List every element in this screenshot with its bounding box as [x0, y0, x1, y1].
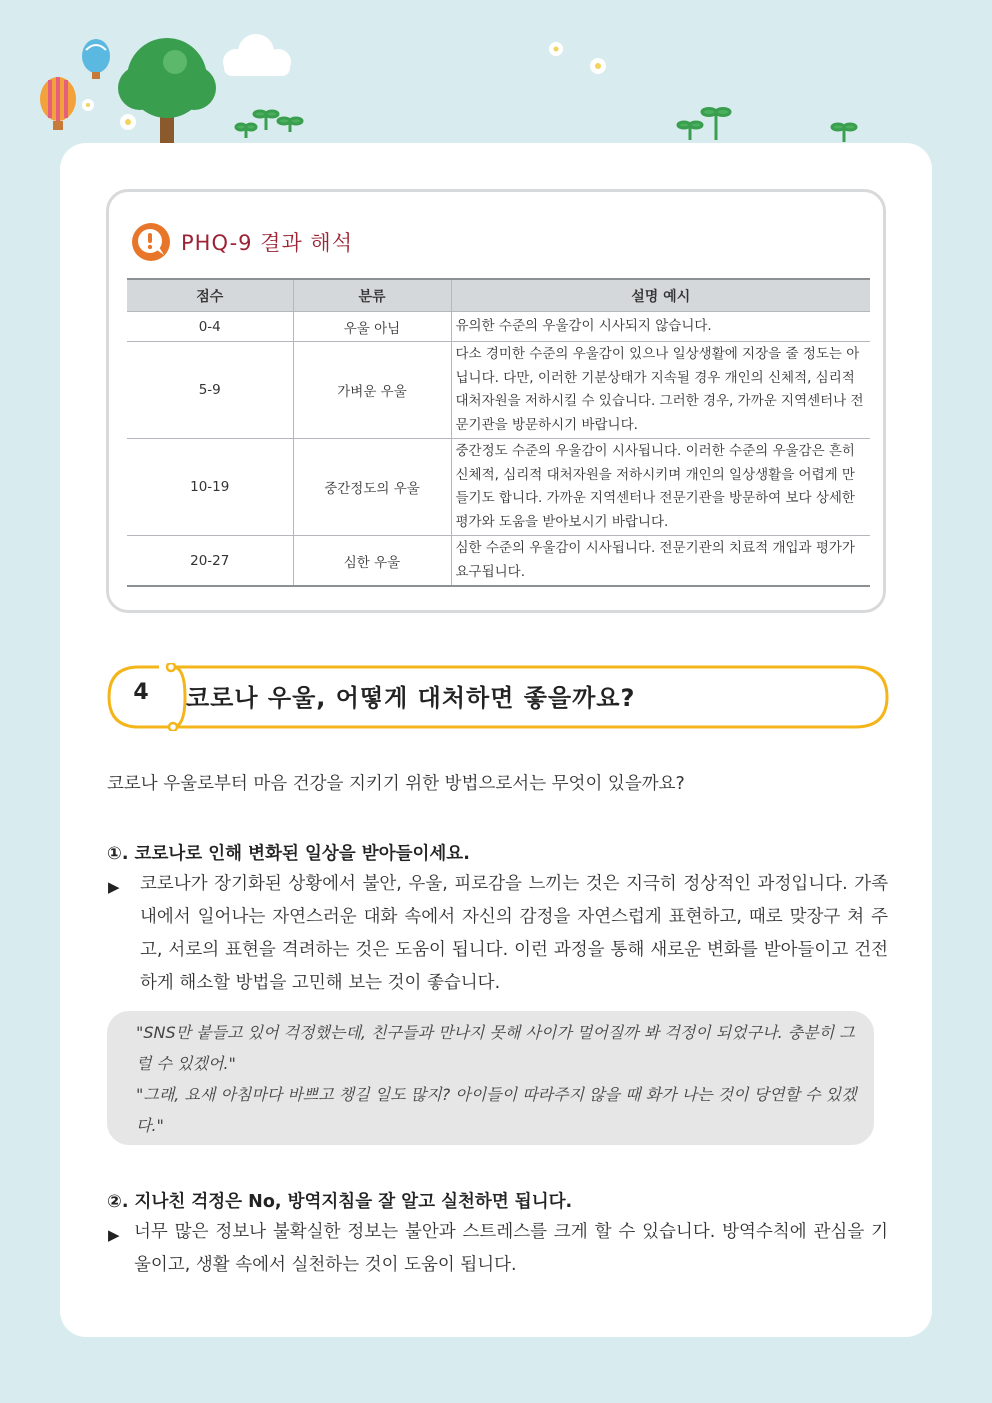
tip1-body: 코로나가 장기화된 상황에서 불안, 우울, 피로감을 느끼는 것은 지극히 정상적인 과정입니다. 가족 내에서 일어나는 자연스러운 대화 속에서 자신의 감정을 자연스럽게 표현하고, 때로 맞장구 쳐 주고, 서로의 표현을 격려하는 것은 도움이 됩니다. 이런 과정을 통해 새로운 변화를 받아들이고 건전하게 해소할 방법을 고민해 보는 것이 좋습니다. [140, 874, 888, 993]
column-header-category: 분류 [293, 279, 451, 312]
phq-table [127, 278, 870, 587]
tip2-heading: ②. 지나친 걱정은 No, 방역지침을 잘 알고 실천하면 됩니다. [107, 1192, 573, 1212]
score-cell: 10-19 [127, 439, 293, 536]
quote-line-1: "SNS만 붙들고 있어 걱정했는데, 친구들과 만나지 못해 사이가 멀어질까 봐 걱정이 되었구나. 충분히 그럴 수 있겠어." [136, 1023, 855, 1073]
category-cell: 우울 아님 [293, 312, 451, 342]
category-cell: 중간정도의 우울 [293, 439, 451, 536]
table-row [127, 439, 870, 536]
score-cell: 5-9 [127, 342, 293, 439]
category-cell: 심한 우울 [293, 536, 451, 587]
quote-text [136, 1017, 866, 1141]
table-header-row [127, 279, 870, 312]
phq-title-row [131, 222, 353, 262]
hot-air-balloon-icon [40, 77, 76, 130]
exclamation-icon [131, 222, 171, 262]
phq-title: PHQ-9 결과 해석 [181, 231, 354, 255]
tree-icon [118, 38, 216, 145]
section-number: 4 [133, 680, 149, 705]
header-illustration [0, 0, 992, 160]
category-cell: 가벼운 우울 [293, 342, 451, 439]
section-title: 코로나 우울, 어떻게 대처하면 좋을까요? [186, 684, 636, 712]
description-cell: 중간정도 수준의 우울감이 시사됩니다. 이러한 수준의 우울감은 흔히 신체적, 심리적 대처자원을 저하시키며 개인의 일상생활을 어렵게 만들기도 합니다. 가까운 지역센터나 전문기관을 방문하여 보다 상세한 평가와 도움을 받아보시기 바랍니다. [451, 439, 870, 536]
quote-line-2: "그래, 요새 아침마다 바쁘고 챙길 일도 많지? 아이들이 따라주지 않을 때 화가 나는 것이 당연할 수 있겠다." [136, 1085, 857, 1135]
tip2-body: 너무 많은 정보나 불확실한 정보는 불안과 스트레스를 크게 할 수 있습니다. 방역수칙에 관심을 기울이고, 생활 속에서 실천하는 것이 도움이 됩니다. [134, 1222, 888, 1275]
intro-text: 코로나 우울로부터 마음 건강을 지키기 위한 방법으로서는 무엇이 있을까요? [107, 774, 685, 794]
hot-air-balloon-icon [82, 39, 110, 79]
bullet-triangle-icon: ▶ [108, 878, 120, 896]
description-cell: 유의한 수준의 우울감이 시사되지 않습니다. [451, 312, 870, 342]
score-cell: 0-4 [127, 312, 293, 342]
column-header-description: 설명 예시 [451, 279, 870, 312]
description-cell: 다소 경미한 수준의 우울감이 있으나 일상생활에 지장을 줄 정도는 아닙니다. 다만, 이러한 기분상태가 지속될 경우 개인의 신체적, 심리적 대처자원을 저하시킬 수 있습니다. 그러한 경우, 가까운 지역센터나 전문기관을 방문하시기 바랍니다. [451, 342, 870, 439]
column-header-score: 점수 [127, 279, 293, 312]
cloud-icon [223, 34, 291, 76]
table-row [127, 342, 870, 439]
sprout-icon [236, 109, 856, 143]
table-row [127, 312, 870, 342]
score-cell: 20-27 [127, 536, 293, 587]
bullet-triangle-icon: ▶ [108, 1226, 120, 1244]
tip1-heading: ①. 코로나로 인해 변화된 일상을 받아들이세요. [107, 844, 470, 864]
description-cell: 심한 수준의 우울감이 시사됩니다. 전문기관의 치료적 개입과 평가가 요구됩니다. [451, 536, 870, 587]
table-row [127, 536, 870, 587]
